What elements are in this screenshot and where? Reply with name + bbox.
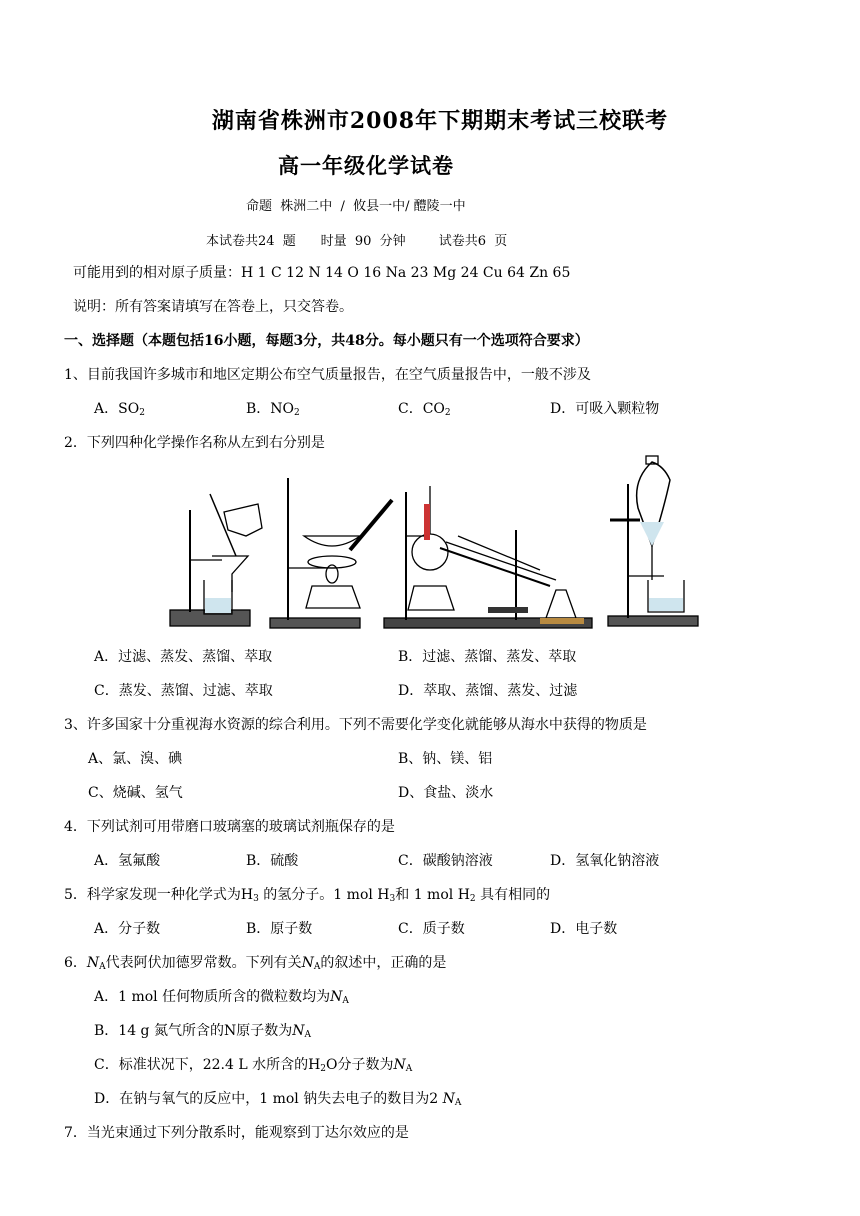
q2-option-b: B．过滤、蒸馏、蒸发、萃取 xyxy=(398,649,577,665)
distillation-apparatus xyxy=(384,486,592,628)
q1-option-c: C．$CO_2$ xyxy=(398,401,451,418)
q3-stem: 3、许多国家十分重视海水资源的综合利用。下列不需要化学变化就能够从海水中获得的物质是 xyxy=(64,717,647,733)
q6-option-a: A．1 mol 任何物质所含的微粒数均为$N_A$ xyxy=(94,989,349,1006)
q1-option-d: D．可吸入颗粒物 xyxy=(550,401,660,417)
q6-option-d: D．在钠与氧气的反应中，1 mol 钠失去电子的数目为2 $N_A$ xyxy=(94,1091,462,1108)
q4-option-a: A．氢氟酸 xyxy=(94,853,161,869)
evaporation-apparatus xyxy=(270,478,392,628)
filtration-apparatus xyxy=(170,494,262,626)
exam-title: 湖南省株洲市2008年下期期末考试三校联考 xyxy=(211,108,669,134)
exam-info-line: 本试卷共24 题 时量 90 分钟 试卷共6 页 xyxy=(206,234,508,249)
q3-option-c: C、烧碱、氢气 xyxy=(88,785,183,801)
q5-option-c: C．质子数 xyxy=(398,921,465,937)
q2-stem: 2．下列四种化学操作名称从左到右分别是 xyxy=(64,435,325,451)
q6-option-b: B．14 g 氮气所含的N原子数为$N_A$ xyxy=(94,1023,311,1040)
q5-option-a: A．分子数 xyxy=(94,921,161,937)
q1-stem: 1、目前我国许多城市和地区定期公布空气质量报告，在空气质量报告中，一般不涉及 xyxy=(64,367,591,383)
q5-stem: 5．科学家发现一种化学式为$H_3$ 的氢分子。1 mol $H_3$和 1 mol $H_2$ 具有相同的 xyxy=(64,887,551,904)
section-heading: 一、选择题（本题包括16小题，每题3分，共48分。每小题只有一个选项符合要求） xyxy=(64,333,589,349)
q2-option-c: C．蒸发、蒸馏、过滤、萃取 xyxy=(94,683,273,699)
separatory-funnel-apparatus xyxy=(608,456,698,626)
atomic-masses-note: 可能用到的相对原子质量：H 1 C 12 N 14 O 16 Na 23 Mg 24 Cu 64 Zn 65 xyxy=(73,265,571,281)
q3-option-a: A、氯、溴、碘 xyxy=(88,751,183,767)
authors-line: 命题 株洲二中 / 攸县一中/ 醴陵一中 xyxy=(246,199,466,214)
q3-option-b: B、钠、镁、铝 xyxy=(398,751,493,767)
q4-option-c: C．碳酸钠溶液 xyxy=(398,853,493,869)
instruction-note: 说明：所有答案请填写在答卷上，只交答卷。 xyxy=(73,299,353,315)
q3-option-d: D、食盐、淡水 xyxy=(398,785,494,801)
q5-option-b: B．原子数 xyxy=(246,921,313,937)
q5-option-d: D．电子数 xyxy=(550,921,618,937)
q2-option-d: D．萃取、蒸馏、蒸发、过滤 xyxy=(398,683,578,699)
q2-option-a: A．过滤、蒸发、蒸馏、萃取 xyxy=(94,649,273,665)
q7-stem: 7．当光束通过下列分散系时，能观察到丁达尔效应的是 xyxy=(64,1125,409,1141)
q1-option-b: B．$NO_2$ xyxy=(246,401,300,418)
q6-stem: 6．$N_A$代表阿伏加德罗常数。下列有关$N_A$的叙述中，正确的是 xyxy=(64,955,447,972)
q6-option-c: C．标准状况下，22.4 L 水所含的$H_2O$分子数为$N_A$ xyxy=(94,1057,413,1074)
q4-stem: 4．下列试剂可用带磨口玻璃塞的玻璃试剂瓶保存的是 xyxy=(64,819,395,835)
q4-option-b: B．硫酸 xyxy=(246,853,299,869)
exam-subtitle: 高一年级化学试卷 xyxy=(278,153,454,178)
q4-option-d: D．氢氧化钠溶液 xyxy=(550,853,660,869)
q1-option-a: A．$SO_2$ xyxy=(94,401,145,418)
